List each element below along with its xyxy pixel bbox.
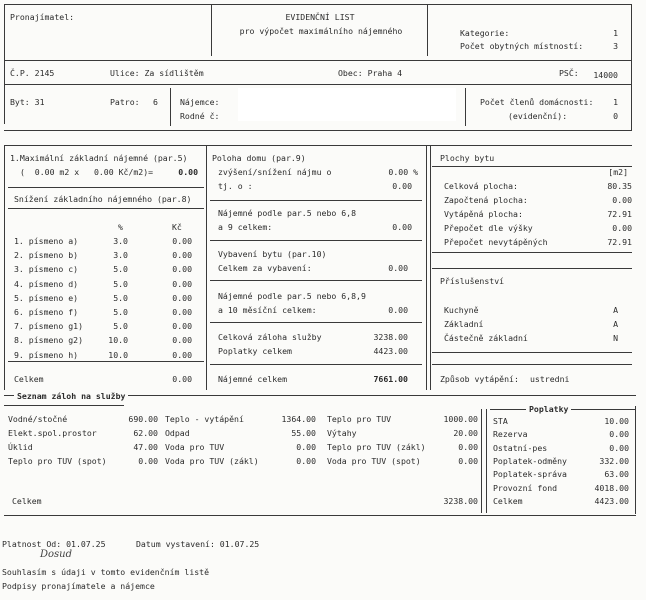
members-label: Počet členů domácnosti: bbox=[480, 97, 594, 107]
reduction-row-kc: 0.00 bbox=[172, 335, 192, 346]
accessory-row-value: A bbox=[613, 319, 618, 329]
reduction-label: Snížení základního nájemného (par.8) bbox=[14, 194, 192, 204]
reduction-row-kc: 0.00 bbox=[172, 278, 192, 289]
reduction-row-label: 3. písmeno c) bbox=[14, 264, 79, 275]
rooms-label: Počet obytných místností: bbox=[460, 41, 584, 51]
reduction-row-kc: 0.00 bbox=[172, 250, 192, 261]
divider bbox=[210, 200, 422, 201]
heating-label: Způsob vytápění: bbox=[440, 374, 519, 384]
fee-row-label: Poplatek-správa bbox=[493, 469, 567, 480]
accessory-row-value: A bbox=[613, 305, 618, 315]
divider bbox=[465, 88, 466, 126]
reduction-row-label: 7. písmeno g1) bbox=[14, 321, 84, 332]
equipment-total-value: 0.00 bbox=[388, 263, 408, 273]
divider bbox=[210, 280, 422, 281]
max-rent-formula: ( 0.00 m2 x 0.00 Kč/m2)= bbox=[20, 167, 154, 177]
advance-row-value: 47.00 bbox=[133, 442, 158, 452]
fee-row-value: 0.00 bbox=[609, 442, 629, 453]
divider bbox=[427, 4, 428, 56]
equipment-title: Vybavení bytu (par.10) bbox=[218, 249, 327, 259]
divider bbox=[211, 4, 212, 56]
members-value: 1 bbox=[613, 97, 618, 107]
advance-row-value: 0.00 bbox=[296, 456, 316, 466]
house-number: Č.P. 2145 bbox=[10, 68, 55, 78]
divider bbox=[432, 252, 632, 253]
heating-value: ustredni bbox=[530, 374, 570, 384]
areas-unit: [m2] bbox=[608, 167, 628, 177]
fee-row-label: Rezerva bbox=[493, 429, 528, 440]
reduction-row-kc: 0.00 bbox=[172, 321, 192, 332]
reduction-row-pct: 3.0 bbox=[113, 236, 128, 246]
position-amount-value: 0.00 bbox=[392, 181, 412, 191]
divider bbox=[4, 130, 632, 131]
area-row-value: 72.91 bbox=[607, 209, 632, 219]
advance-row-value: 1000.00 bbox=[443, 414, 478, 424]
rooms-value: 3 bbox=[613, 41, 618, 51]
divider bbox=[8, 361, 204, 362]
area-row-label: Započtená plocha: bbox=[444, 195, 528, 205]
right-border bbox=[635, 406, 636, 514]
reduction-total-value: 0.00 bbox=[172, 374, 192, 384]
reduction-row-label: 2. písmeno b) bbox=[14, 250, 79, 261]
area-row-value: 0.00 bbox=[612, 223, 632, 233]
divider bbox=[4, 60, 632, 61]
consent-text: Souhlasím s údaji v tomto evidenčním listě bbox=[2, 567, 210, 577]
area-row-value: 0.00 bbox=[612, 195, 632, 205]
reduction-row-pct: 5.0 bbox=[113, 292, 128, 303]
advance-row-value: 1364.00 bbox=[281, 414, 316, 424]
accessories-title: Příslušenství bbox=[440, 276, 505, 286]
advance-row-label: Výtahy bbox=[327, 428, 357, 438]
floor-value: 6 bbox=[153, 97, 158, 107]
advance-row-label: Teplo pro TUV bbox=[327, 414, 392, 424]
advances-total-value: 3238.00 bbox=[443, 496, 478, 506]
area-row-label: Vytápěná plocha: bbox=[444, 209, 523, 219]
advance-row-value: 0.00 bbox=[138, 456, 158, 466]
areas-title: Plochy bytu bbox=[440, 153, 495, 163]
divider bbox=[430, 146, 431, 390]
col-pct: % bbox=[118, 222, 123, 232]
advance-row-label: Teplo pro TUV (spot) bbox=[8, 456, 107, 466]
divider bbox=[210, 322, 422, 323]
advance-row-label: Vodné/stočné bbox=[8, 414, 68, 424]
max-rent-label: 1.Maximální základní nájemné (par.5) bbox=[10, 153, 188, 163]
reduction-row-kc: 0.00 bbox=[172, 292, 192, 303]
advance-row-label: Voda pro TUV (zákl) bbox=[165, 456, 259, 466]
advance-row-label: Voda pro TUV bbox=[165, 442, 225, 452]
advance-row-value: 0.00 bbox=[458, 456, 478, 466]
reduction-total-label: Celkem bbox=[14, 374, 44, 384]
divider bbox=[432, 352, 632, 353]
advance-row-label: Teplo pro TUV (zákl) bbox=[327, 442, 426, 452]
psc-value: 14000 bbox=[593, 70, 618, 80]
fee-row-label: Poplatek-odměny bbox=[493, 455, 567, 466]
reduction-row-kc: 0.00 bbox=[172, 236, 192, 246]
divider bbox=[486, 409, 487, 513]
advance-row-value: 0.00 bbox=[296, 442, 316, 452]
reduction-row-pct: 5.0 bbox=[113, 307, 128, 317]
flat-number: Byt: 31 bbox=[10, 97, 45, 107]
advance-row-label: Elekt.spol.prostor bbox=[8, 428, 97, 438]
fee-row-value: 0.00 bbox=[609, 429, 629, 440]
reduction-row-pct: 10.0 bbox=[108, 335, 128, 346]
divider bbox=[206, 146, 207, 390]
max-rent-value: 0.00 bbox=[178, 167, 198, 177]
advance-row-label: Teplo - vytápění bbox=[165, 414, 244, 424]
reduction-row-pct: 3.0 bbox=[113, 250, 128, 261]
advance-row-value: 690.00 bbox=[128, 414, 158, 424]
advance-row-value: 20.00 bbox=[453, 428, 478, 438]
advance-row-label: Voda pro TUV (spot) bbox=[327, 456, 421, 466]
rent-total-value: 7661.00 bbox=[373, 374, 408, 384]
accessory-row-label: Částečně základní bbox=[444, 333, 528, 343]
divider bbox=[481, 409, 482, 513]
rent-subtotal-label-2: a 9 celkem: bbox=[218, 222, 273, 232]
advance-row-label: Odpad bbox=[165, 428, 190, 438]
divider bbox=[432, 364, 632, 365]
fee-row-value: 63.00 bbox=[604, 469, 629, 480]
rent-total-label: Nájemné celkem bbox=[218, 374, 288, 384]
divider bbox=[8, 208, 204, 209]
rent-subtotal-label: Nájemné podle par.5 nebo 6,8 bbox=[218, 208, 357, 218]
area-row-value: 72.91 bbox=[607, 237, 632, 247]
advances-total-label: Celkem bbox=[12, 496, 42, 506]
reduction-row-kc: 0.00 bbox=[172, 264, 192, 275]
signatures-text: Podpisy pronajímatele a nájemce bbox=[2, 581, 155, 591]
reduction-row-pct: 5.0 bbox=[113, 278, 128, 289]
area-row-label: Celková plocha: bbox=[444, 181, 518, 191]
reduction-row-label: 5. písmeno e) bbox=[14, 292, 79, 303]
fee-row-label: Celkem bbox=[493, 495, 523, 506]
reduction-row-label: 9. písmeno h) bbox=[14, 349, 79, 360]
divider bbox=[4, 84, 632, 85]
rent-subtotal-value: 0.00 bbox=[392, 222, 412, 232]
advance-row-label: Úklid bbox=[8, 442, 33, 452]
landlord-label: Pronajímatel: bbox=[10, 12, 75, 22]
fees-total-value: 4423.00 bbox=[373, 346, 408, 356]
fee-row-value: 4018.00 bbox=[594, 482, 629, 493]
area-row-label: Přepočet nevytápěných bbox=[444, 237, 548, 247]
validity: Platnost Od: 01.07.25 bbox=[2, 539, 106, 549]
divider bbox=[210, 240, 422, 241]
psc-label: PSČ: bbox=[559, 68, 579, 78]
fee-row-label: Provozní fond bbox=[493, 482, 558, 493]
position-amount-label: tj. o : bbox=[218, 181, 253, 191]
position-change-label: zvýšení/snížení nájmu o bbox=[218, 167, 332, 177]
sheet-title: EVIDENČNÍ LIST bbox=[285, 12, 355, 22]
left-border bbox=[4, 146, 5, 390]
sheet-subtitle: pro výpočet maximálního nájemného bbox=[239, 26, 403, 36]
handwritten-signature: Dosud bbox=[40, 549, 73, 560]
street: Ulice: Za sídlištěm bbox=[110, 68, 204, 78]
position-title: Poloha domu (par.9) bbox=[212, 153, 306, 163]
reduction-row-pct: 10.0 bbox=[108, 349, 128, 360]
equipment-total-label: Celkem za vybavení: bbox=[218, 263, 312, 273]
birth-number-label: Rodné č: bbox=[180, 111, 220, 121]
fee-row-label: Ostatní-pes bbox=[493, 442, 548, 453]
reduction-row-label: 4. písmeno d) bbox=[14, 278, 79, 289]
fee-row-value: 332.00 bbox=[599, 455, 629, 466]
monthly-rent-label-2: a 10 měsíční celkem: bbox=[218, 305, 317, 315]
divider bbox=[432, 268, 632, 269]
services-advance-label: Celková záloha služby bbox=[218, 332, 322, 342]
advance-row-value: 62.00 bbox=[133, 428, 158, 438]
divider bbox=[170, 88, 171, 126]
issue-date: Datum vystavení: 01.07.25 bbox=[136, 539, 260, 549]
reduction-row-pct: 5.0 bbox=[113, 321, 128, 332]
right-border bbox=[631, 4, 632, 130]
tenant-label: Nájemce: bbox=[180, 97, 220, 107]
registered-label: (evidenční): bbox=[508, 111, 568, 121]
category-value: 1 bbox=[613, 28, 618, 38]
fees-title: Poplatky bbox=[526, 404, 571, 414]
reduction-row-label: 1. písmeno a) bbox=[14, 236, 79, 246]
advance-row-value: 0.00 bbox=[458, 442, 478, 452]
fee-row-value: 10.00 bbox=[604, 416, 629, 426]
city: Obec: Praha 4 bbox=[338, 68, 403, 78]
registered-value: 0 bbox=[613, 111, 618, 121]
reduction-row-pct: 5.0 bbox=[113, 264, 128, 275]
accessory-row-value: N bbox=[613, 333, 618, 343]
reduction-row-label: 6. písmeno f) bbox=[14, 307, 79, 317]
advance-row-value: 55.00 bbox=[291, 428, 316, 438]
services-advance-value: 3238.00 bbox=[373, 332, 408, 342]
divider bbox=[4, 515, 636, 516]
divider bbox=[210, 364, 422, 365]
fee-row-label: STA bbox=[493, 416, 508, 426]
monthly-rent-label: Nájemné podle par.5 nebo 6,8,9 bbox=[218, 291, 366, 301]
reduction-row-label: 8. písmeno g2) bbox=[14, 335, 84, 346]
divider bbox=[8, 187, 204, 188]
divider bbox=[4, 405, 124, 406]
col-kc: Kč bbox=[172, 222, 182, 232]
top-border bbox=[4, 4, 632, 5]
monthly-rent-value: 0.00 bbox=[388, 305, 408, 315]
reduction-row-kc: 0.00 bbox=[172, 349, 192, 360]
category-label: Kategorie: bbox=[460, 28, 510, 38]
divider bbox=[4, 145, 632, 146]
area-row-value: 80.35 bbox=[607, 181, 632, 191]
floor-label: Patro: bbox=[110, 97, 140, 107]
fees-total-label: Poplatky celkem bbox=[218, 346, 292, 356]
reduction-row-kc: 0.00 bbox=[172, 307, 192, 317]
area-row-label: Přepočet dle výšky bbox=[444, 223, 533, 233]
redacted-box bbox=[238, 88, 456, 121]
accessory-row-label: Základní bbox=[444, 319, 484, 329]
accessory-row-label: Kuchyně bbox=[444, 305, 479, 315]
left-border bbox=[4, 4, 5, 124]
divider bbox=[426, 146, 427, 390]
position-change-value: 0.00 % bbox=[388, 167, 418, 177]
fee-row-value: 4423.00 bbox=[594, 495, 629, 506]
advances-title: Seznam záloh na služby bbox=[14, 391, 128, 401]
